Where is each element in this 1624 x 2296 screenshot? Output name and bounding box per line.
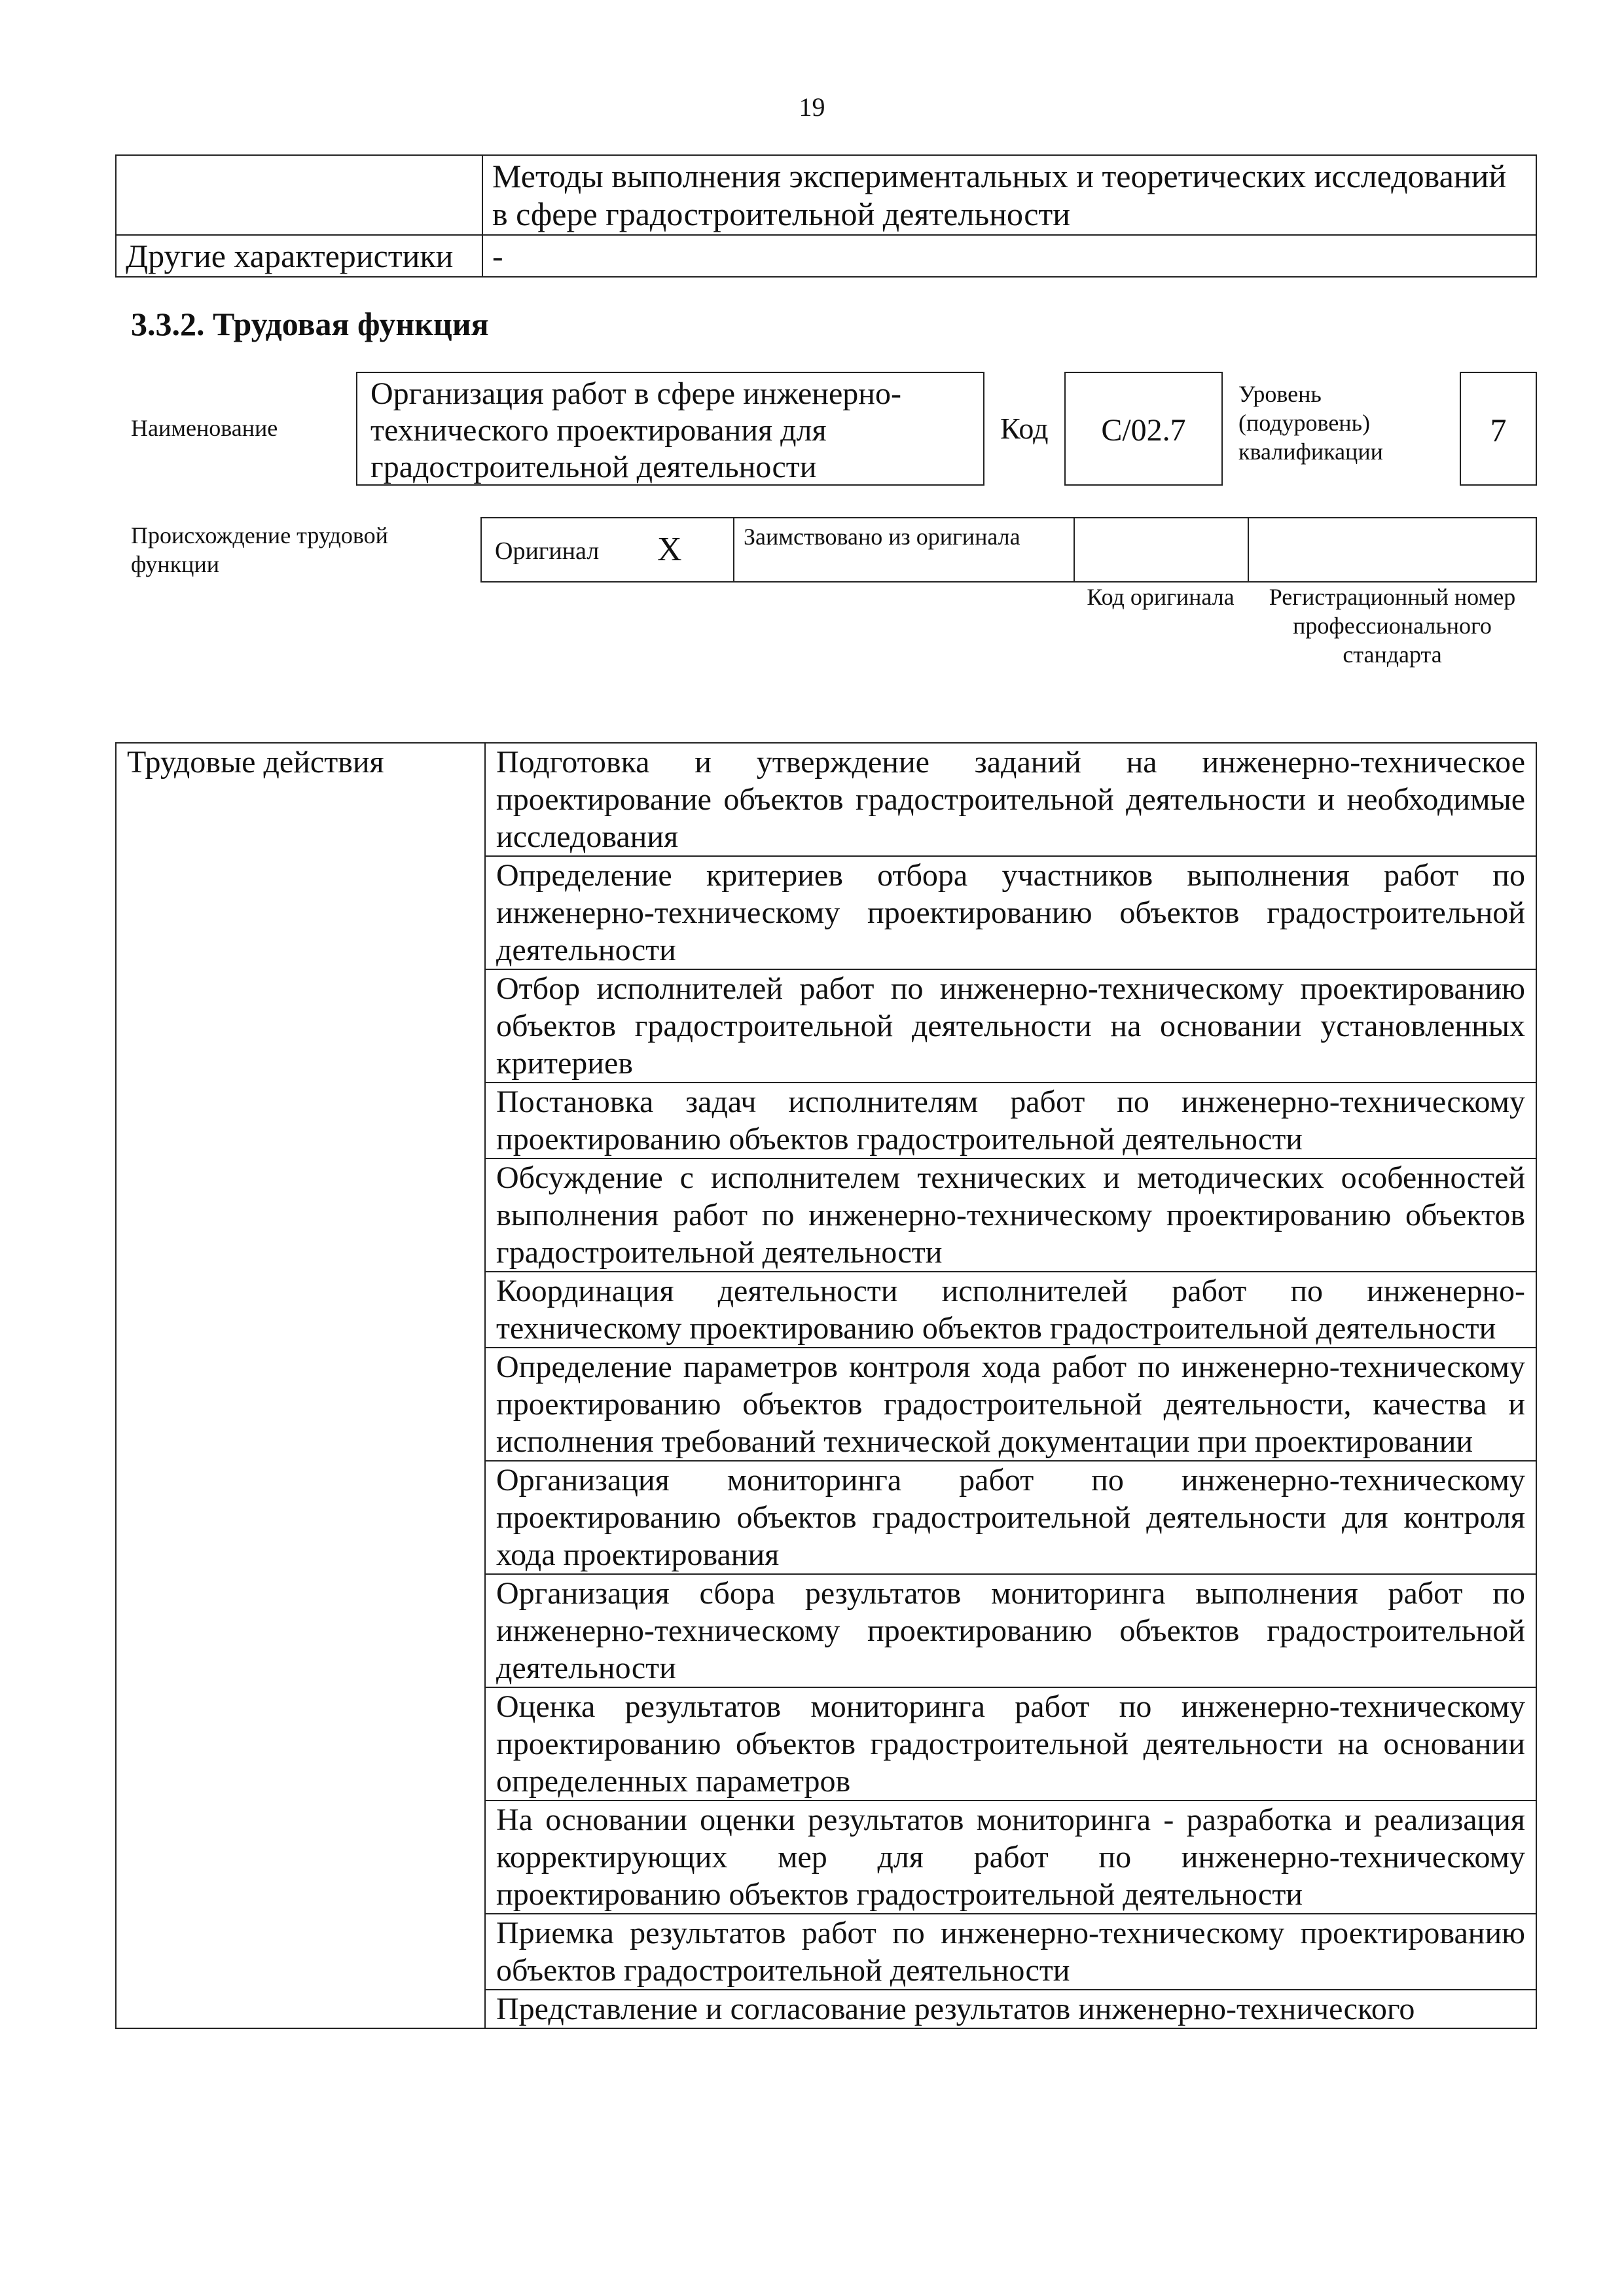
labor-action-item: На основании оценки результатов мониторинга - разработка и реализация корректирующих мер для работ по инженерно-техническому проектированию объектов градостроительной деятельности [485, 1801, 1536, 1914]
original-segment [482, 518, 734, 581]
labor-action-item: Постановка задач исполнителям работ по инженерно-техническому проектированию объектов градостроительной деятельности [485, 1083, 1536, 1158]
page-number: 19 [799, 92, 825, 122]
function-name-box: Организация работ в сфере инженерно-технического проектирования для градостроительной деятельности [356, 372, 984, 486]
labor-action-item: Приемка результатов работ по инженерно-техническому проектированию объектов градостроительной деятельности [485, 1914, 1536, 1990]
labor-actions-label: Трудовые действия [116, 743, 485, 2028]
origin-label: Происхождение трудовой функции [131, 522, 388, 577]
origin-box [480, 517, 1537, 583]
qualification-level-box: 7 [1460, 372, 1537, 486]
table-row [116, 743, 1536, 856]
borrowed-segment [734, 518, 1075, 581]
labor-action-item: Определение критериев отбора участников выполнения работ по инженерно-техническому проектированию объектов градостроительной деятельности [485, 856, 1536, 969]
code-original-label: Код оригинала [1087, 584, 1235, 610]
original-label: Оригинал [495, 537, 600, 565]
table-row [116, 155, 1536, 235]
labor-action-item: Координация деятельности исполнителей работ по инженерно-техническому проектированию объектов градостроительной деятельности [485, 1272, 1536, 1348]
labor-action-item: Определение параметров контроля хода работ по инженерно-техническому проектированию объектов градостроительной деятельности, качества и исполнения требований технической документации при проектировании [485, 1348, 1536, 1461]
labor-action-item: Представление и согласование результатов инженерно-технического [485, 1990, 1536, 2028]
code-label: Код [1000, 412, 1049, 445]
section-heading: 3.3.2. Трудовая функция [131, 306, 489, 342]
labor-action-item: Организация мониторинга работ по инженерно-техническому проектированию объектов градостроительной деятельности для контроля хода проектирования [485, 1461, 1536, 1574]
labor-actions-table [115, 742, 1537, 2029]
labor-action-item: Обсуждение с исполнителем технических и методических особенностей выполнения работ по инженерно-техническому проектированию объектов градостроительной деятельности [485, 1158, 1536, 1272]
other-characteristics-value: - [482, 235, 1536, 277]
top-table [115, 154, 1537, 278]
labor-action-item: Отбор исполнителей работ по инженерно-техническому проектированию объектов градостроительной деятельности на основании установленных критериев [485, 969, 1536, 1083]
methods-cell: Методы выполнения экспериментальных и теоретических исследований в сфере градостроительной деятельности [482, 155, 1536, 235]
reg-number-segment [1249, 518, 1536, 581]
labor-action-item: Подготовка и утверждение заданий на инженерно-техническое проектирование объектов градостроительной деятельности и необходимые исследования [485, 743, 1536, 856]
reg-number-label: Регистрационный номер профессионального стандарта [1269, 584, 1516, 668]
table-row [116, 235, 1536, 277]
borrowed-label: Заимствовано из оригинала [744, 524, 1020, 550]
original-mark: X [657, 531, 682, 568]
labor-action-item: Оценка результатов мониторинга работ по инженерно-техническому проектированию объектов градостроительной деятельности на основании определенных параметров [485, 1687, 1536, 1801]
code-original-segment [1075, 518, 1249, 581]
name-label: Наименование [131, 415, 278, 441]
other-characteristics-label: Другие характеристики [116, 235, 482, 277]
labor-action-item: Организация сбора результатов мониторинга выполнения работ по инженерно-техническому проектированию объектов градостроительной деятельности [485, 1574, 1536, 1687]
qualification-level-label: Уровень (подуровень) квалификации [1238, 381, 1383, 465]
code-value-box: С/02.7 [1064, 372, 1223, 486]
top-table-empty-cell [116, 155, 482, 235]
